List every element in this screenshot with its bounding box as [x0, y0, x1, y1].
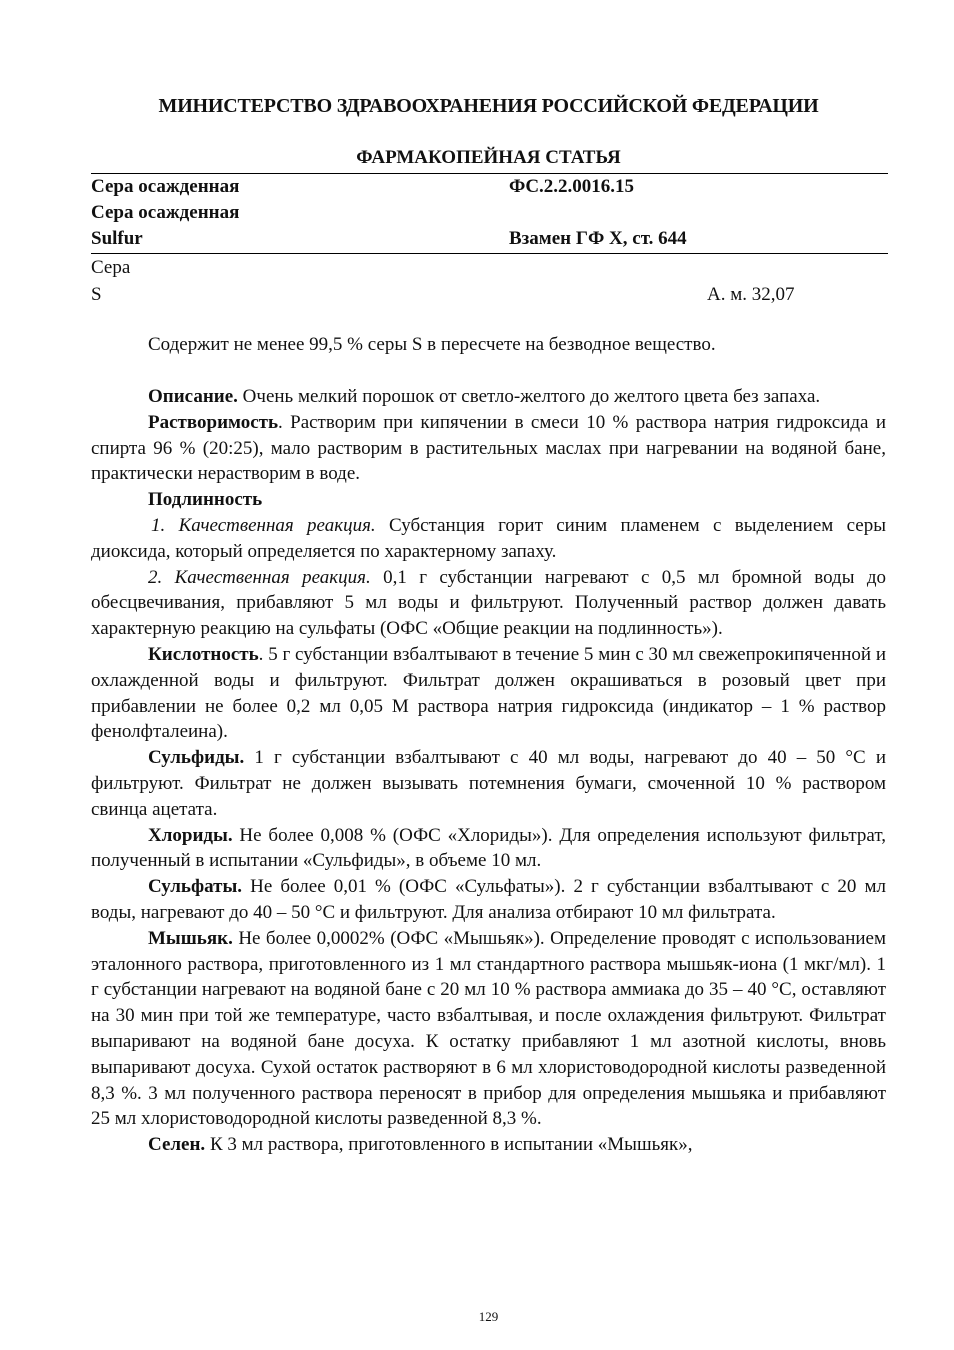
reaction1-text: Субстанция горит синим пламенем с выделением серы диоксида, который определяется по характерному запаху.	[91, 514, 886, 562]
name-ru-2: Сера осажденная	[91, 202, 240, 223]
page-number: 129	[478, 1309, 499, 1324]
solubility-heading: Растворимость	[148, 411, 279, 433]
atomic-mass: А. м. 32,07	[707, 284, 795, 305]
sulfates-heading: Сульфаты.	[148, 876, 243, 898]
arsenic-text: Не более 0,0002% (ОФС «Мышьяк»). Определение проводят с использованием эталонного раствора, приготовленного из 1 мл стандартного раствора мышьяк-иона (1 мкг/мл). 1 г субстанции нагревают на водяной бане с 20 мл 10 % раствора аммиака до 35 – 40 °С, оставляют на 30 мин при той же температуре, часто взбалтывая, и после охлаждения фильтруют. Фильтрат выпаривают на водяной бане досуха. К остатку прибавляют 1 мл азотной кислоты, вновь выпаривают досуха. Сухой остаток растворяют в 6 мл хлористоводородной кислоты разведенной 8,3 %. 3 мл полученного раствора переносят в прибор для определения мышьяка и прибавляют 25 мл хлористоводородной кислоты разведенной 8,3 %.	[91, 927, 886, 1130]
solubility-paragraph	[91, 410, 886, 487]
chlorides-text: Не более 0,008 % (ОФС «Хлориды»). Для определения используют фильтрат, полученный в испытании «Сульфиды», в объеме 10 мл.	[91, 824, 886, 872]
name-latin: Sulfur	[91, 228, 143, 249]
acidity-paragraph	[91, 642, 886, 745]
selenium-text: К 3 мл раствора, приготовленного в испытании «Мышьяк»,	[205, 1134, 693, 1156]
sulfates-text: Не более 0,01 % (ОФС «Сульфаты»). 2 г субстанции взбалтывают с 20 мл воды, нагревают до 40 – 50 °С и фильтруют. Для анализа отбирают 10 мл фильтрата.	[91, 876, 886, 923]
article-type-heading: ФАРМАКОПЕЙНАЯ СТАТЬЯ	[356, 147, 621, 168]
description-heading: Описание.	[148, 386, 238, 407]
solubility-text: . Растворим при кипячении в смеси 10 % раствора натрия гидроксида и спирта 96 % (20:25), мало растворим в растительных маслах при нагревании на водяной бане, практически нерастворим в воде.	[91, 411, 886, 485]
identity-heading: Подлинность	[148, 489, 263, 511]
reaction2-paragraph	[91, 565, 886, 642]
reaction1-paragraph	[91, 513, 886, 565]
chlorides-heading: Хлориды.	[148, 824, 233, 846]
top-rule	[91, 173, 888, 174]
arsenic-paragraph	[91, 926, 886, 1132]
reaction2-heading: 2. Качественная реакция.	[148, 566, 371, 588]
article-code: ФС.2.2.0016.15	[509, 176, 635, 197]
selenium-heading: Селен.	[148, 1134, 206, 1156]
replaces-note: Взамен ГФ X, ст. 644	[509, 228, 687, 249]
substance-name: Сера	[91, 257, 131, 278]
reaction1-heading: 1. Качественная реакция.	[151, 514, 376, 536]
bottom-rule	[91, 253, 888, 254]
reaction2-text: 0,1 г субстанции нагревают с 0,5 мл бромной воды до обесцвечивания, прибавляют 5 мл воды и фильтруют. Полученный раствор должен давать характерную реакцию на сульфаты (ОФС «Общие реакции на подлинность»).	[91, 566, 886, 640]
monograph-body	[91, 384, 886, 1158]
name-ru-1: Сера осажденная	[91, 176, 240, 197]
content-statement: Содержит не менее 99,5 % серы S в пересчете на безводное вещество.	[148, 334, 716, 355]
arsenic-heading: Мышьяк.	[148, 927, 233, 949]
sulfates-paragraph	[91, 874, 886, 926]
sulfides-paragraph	[91, 745, 886, 822]
substance-formula: S	[91, 284, 102, 305]
description-text: Очень мелкий порошок от светло-желтого до желтого цвета без запаха.	[237, 386, 821, 407]
sulfides-heading: Сульфиды.	[148, 747, 245, 769]
description-paragraph	[91, 384, 886, 410]
selenium-paragraph	[91, 1132, 886, 1158]
acidity-text: . 5 г субстанции взбалтывают в течение 5 мин с 30 мл свежепрокипяченной и охлажденной воды и фильтруют. Фильтрат должен окрашиваться в розовый цвет при прибавлении не более 0,2 мл 0,05 М раствора натрия гидроксида (индикатор – 1 % раствор фенолфталеина).	[91, 643, 886, 743]
identity-heading-paragraph	[91, 487, 886, 513]
sulfides-text: 1 г субстанции взбалтывают с 40 мл воды, нагревают до 40 – 50 °С и фильтруют. Фильтрат не должен вызывать потемнения бумаги, смоченной 10 % раствором свинца ацетата.	[91, 747, 886, 820]
chlorides-paragraph	[91, 823, 886, 875]
ministry-heading: МИНИСТЕРСТВО ЗДРАВООХРАНЕНИЯ РОССИЙСКОЙ ФЕДЕРАЦИИ	[158, 95, 819, 117]
acidity-heading: Кислотность	[148, 643, 259, 665]
